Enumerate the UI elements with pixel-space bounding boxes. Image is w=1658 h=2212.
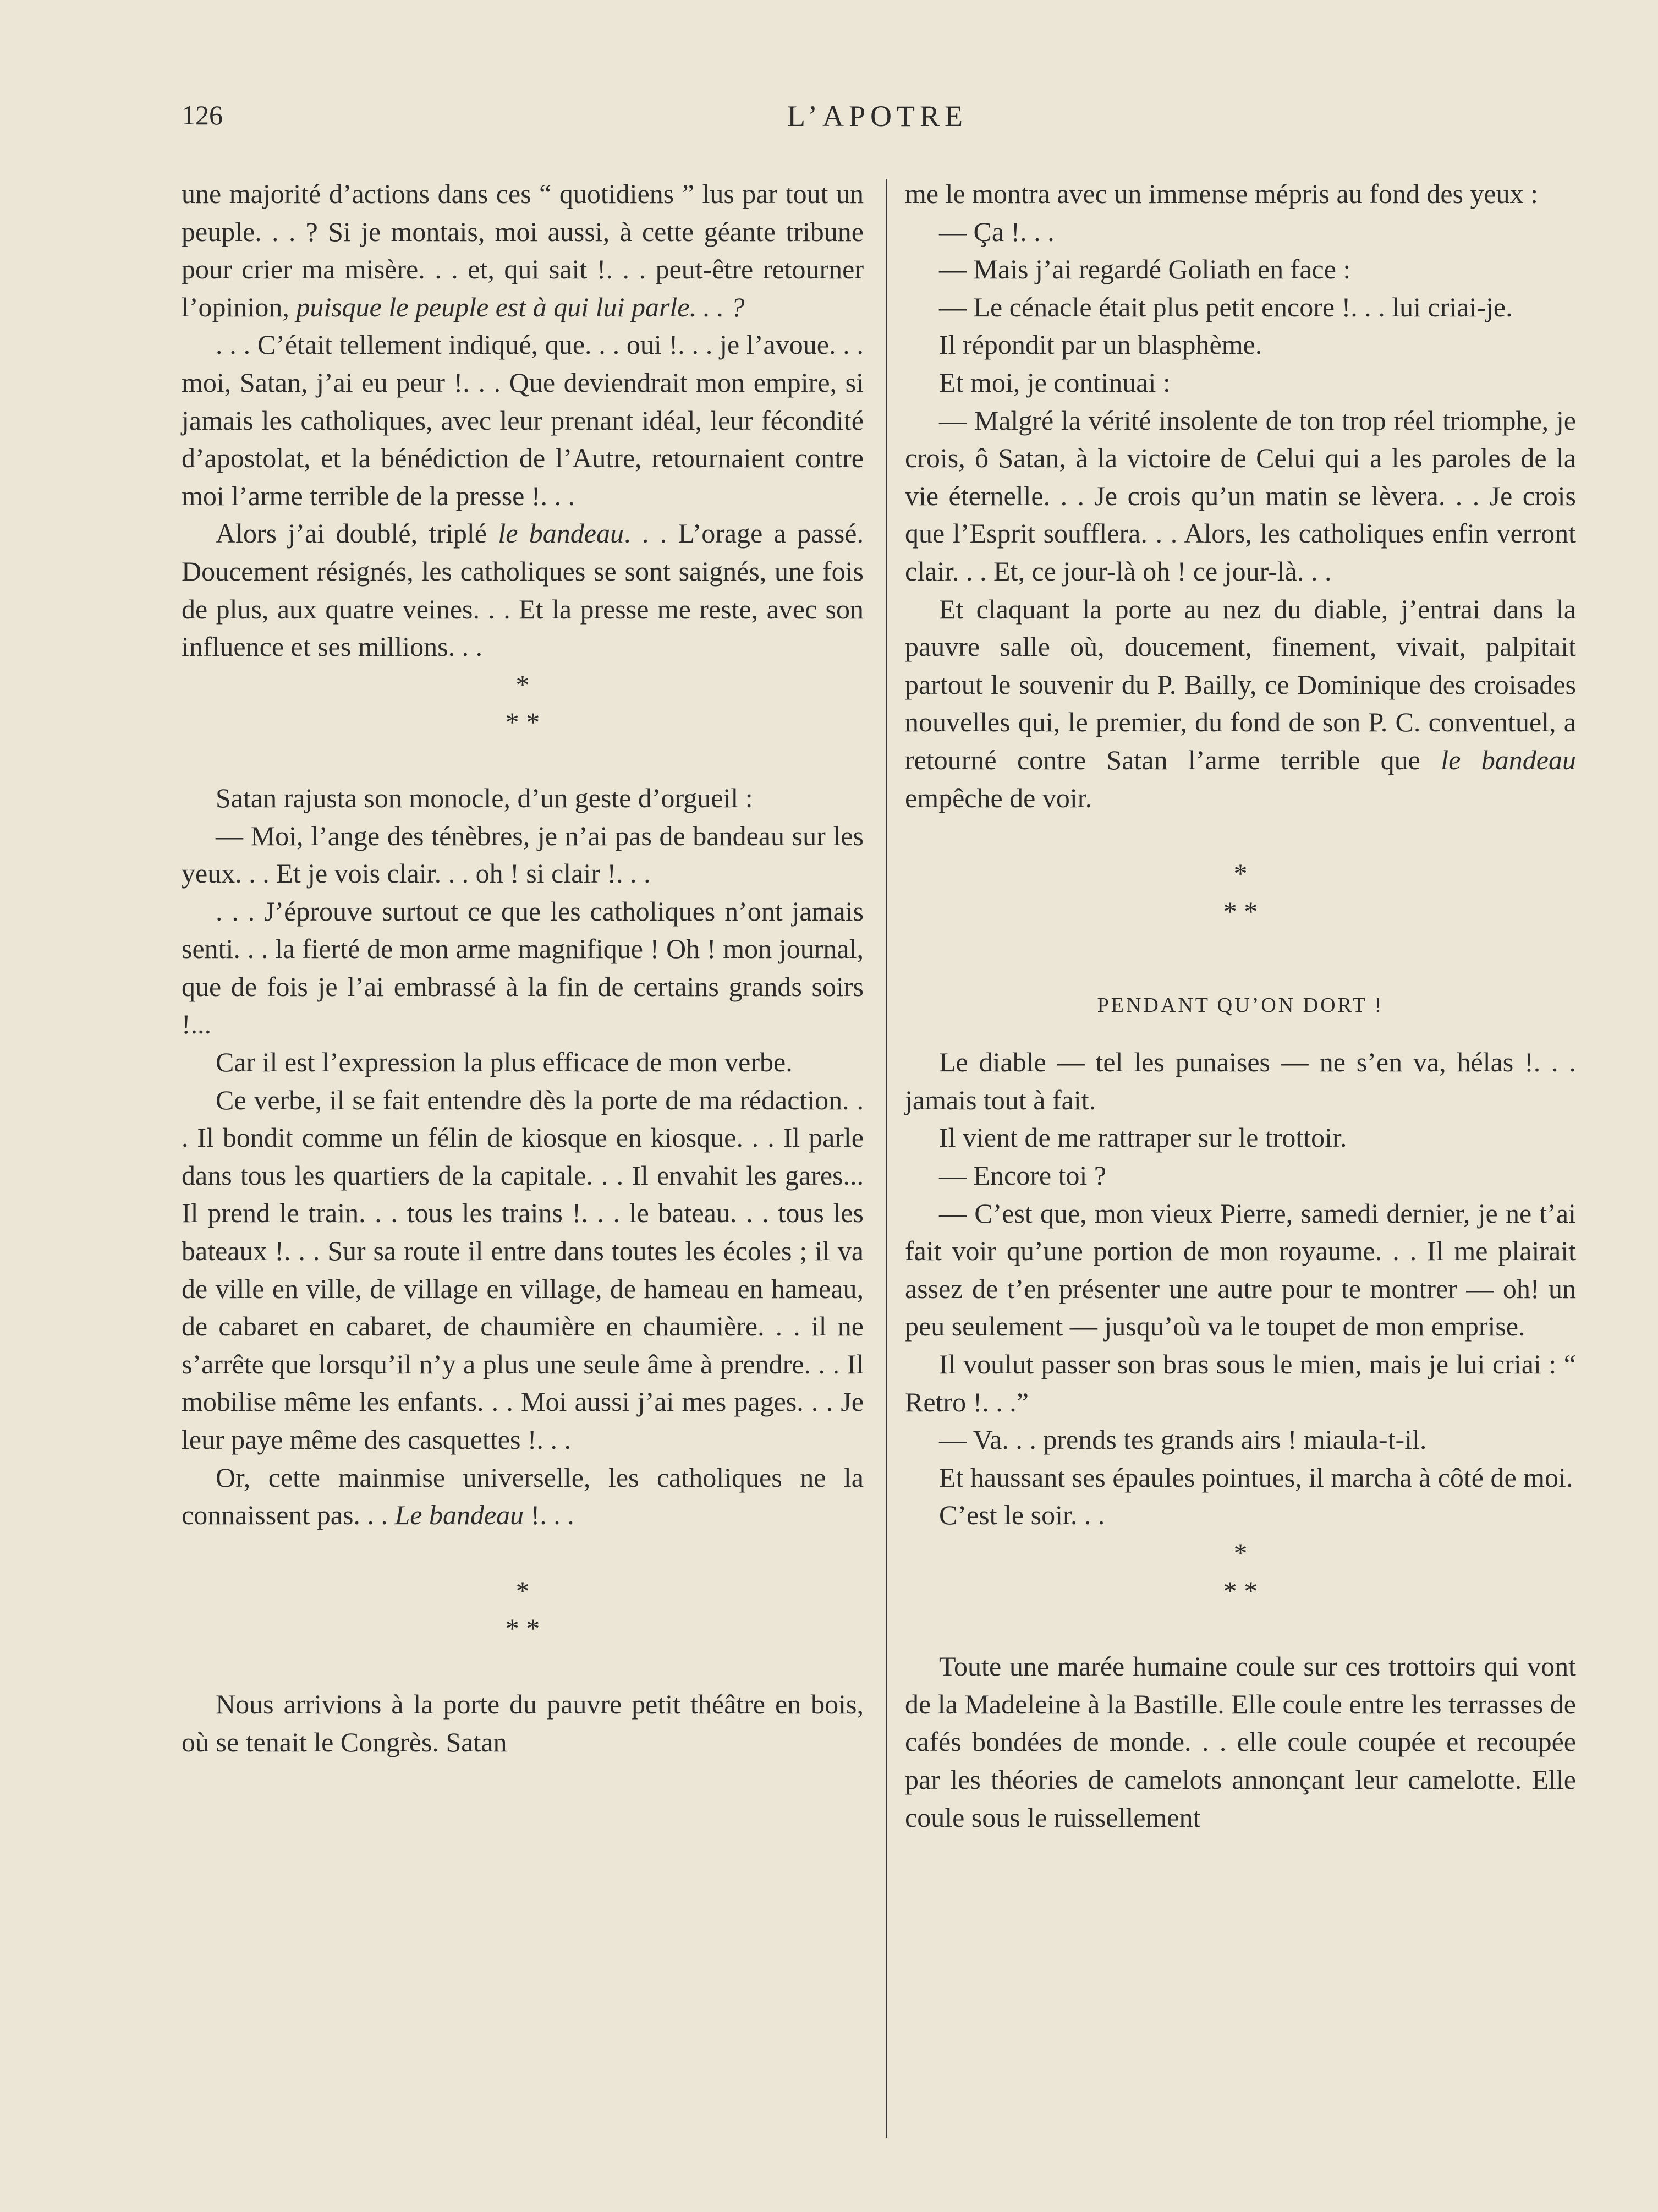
- paragraph-text: Or, cette mainmise universelle, les catholiques ne la connaissent pas. . .: [182, 1461, 864, 1531]
- italic-text: le bandeau: [498, 518, 624, 549]
- paragraph-text: Nous arrivions à la porte du pauvre petit théâtre en bois, où se tenait le Congrès. Satan: [182, 1688, 864, 1757]
- paragraph: [905, 1345, 1576, 1421]
- paragraph-text: — Encore toi ?: [939, 1160, 1107, 1191]
- right-column: [905, 175, 1576, 1836]
- paragraph: [182, 1459, 864, 1534]
- paragraph-text: C’est le soir. . .: [939, 1499, 1105, 1531]
- asterism-top: *: [1233, 1537, 1248, 1568]
- paragraph: [182, 779, 864, 817]
- italic-text: le bandeau: [1441, 744, 1577, 775]
- paragraph: [905, 1496, 1576, 1534]
- paragraph-text: Car il est l’expression la plus efficace de mon verbe.: [216, 1047, 793, 1078]
- column-divider: [886, 179, 887, 2138]
- paragraph: [905, 326, 1576, 364]
- paragraph-text: Il vient de me rattraper sur le trottoir.: [939, 1122, 1347, 1153]
- section-break: [182, 1572, 864, 1647]
- page-header: [182, 99, 1573, 149]
- paragraph: [182, 175, 864, 326]
- spacer: [905, 1609, 1576, 1647]
- asterism-top: *: [515, 669, 530, 700]
- paragraph: [905, 1157, 1576, 1195]
- paragraph: [182, 326, 864, 514]
- paragraph-text: une majorité d’actions dans ces “ quotidiens ” lus par tout un peuple. . . ? Si je montais, moi aussi, à cette géante tribune pour crier ma misère. . . et, qui sait !. . . peut-être retourner l’opinion,: [182, 178, 864, 322]
- paragraph-text: . . . L’orage a passé. Doucement résignés, les catholiques se sont saignés, une fois de plus, aux quatre veines. . . Et la presse me reste, avec son influence et ses millions. . .: [182, 518, 864, 662]
- paragraph-text: Il voulut passer son bras sous le mien, mais je lui criai : “ Retro !. . .”: [905, 1349, 1576, 1417]
- section-break: [905, 1534, 1576, 1609]
- paragraph: [182, 1043, 864, 1081]
- paragraph: [905, 364, 1576, 402]
- paragraph-text: Et moi, je continuai :: [939, 366, 1171, 398]
- paragraph-text: Toute une marée humaine coule sur ces trottoirs qui vont de la Madeleine à la Bastille. Elle coule entre les terrasses de cafés bondées de monde. . . elle coule coupée et recoupée par les théories de camelots annonçant leur camelotte. Elle coule sous le ruissellement: [905, 1651, 1576, 1833]
- paragraph-text: Alors j’ai doublé, triplé: [216, 518, 498, 549]
- paragraph-text: Et haussant ses épaules pointues, il marcha à côté de moi.: [939, 1461, 1573, 1493]
- page-number: 126: [182, 100, 223, 130]
- left-column: [182, 175, 864, 1761]
- paragraph: [905, 1195, 1576, 1345]
- paragraph-text: Il répondit par un blasphème.: [939, 329, 1262, 360]
- paragraph-text: — Mais j’ai regardé Goliath en face :: [939, 254, 1351, 285]
- paragraph: [905, 175, 1576, 213]
- paragraph-text: — Le cénacle était plus petit encore !. . . lui criai-je.: [939, 291, 1513, 322]
- paragraph-text: — C’est que, mon vieux Pierre, samedi dernier, je ne t’ai fait voir qu’une portion de mon royaume. . . Il me plairait assez de t’en présenter une autre pour te montrer — oh! un peu seulement — jusqu’où va le toupet de mon emprise.: [905, 1197, 1576, 1342]
- paragraph-text: — Ça !. . .: [939, 216, 1055, 247]
- paragraph: [905, 250, 1576, 288]
- asterism-bottom: * *: [505, 1613, 540, 1644]
- paragraph: [905, 1119, 1576, 1157]
- paragraph-text: !. . .: [524, 1499, 574, 1531]
- asterism-top: *: [1233, 858, 1248, 889]
- spacer: [905, 817, 1576, 855]
- spacer: [182, 741, 864, 779]
- paragraph-text: — Va. . . prends tes grands airs ! miaula-t-il.: [939, 1424, 1427, 1455]
- italic-text: Le bandeau: [394, 1499, 524, 1531]
- paragraph: [182, 817, 864, 893]
- paragraph: [905, 590, 1576, 817]
- section-heading: PENDANT QU’ON DORT !: [1097, 994, 1384, 1017]
- paragraph: [905, 213, 1576, 251]
- paragraph: [182, 1685, 864, 1761]
- section-break: [905, 855, 1576, 930]
- spacer: [182, 1534, 864, 1572]
- paragraph: [905, 402, 1576, 590]
- paragraph-text: Le diable — tel les punaises — ne s’en va, hélas !. . . jamais tout à fait.: [905, 1047, 1576, 1115]
- paragraph: [905, 1647, 1576, 1836]
- paragraph: [905, 1421, 1576, 1459]
- section-break: [182, 666, 864, 741]
- asterism-bottom: * *: [505, 707, 540, 738]
- paragraph: [182, 514, 864, 665]
- paragraph-text: — Malgré la vérité insolente de ton trop réel triomphe, je crois, ô Satan, à la victoire de Celui qui a les paroles de la vie éternelle. . . Je crois qu’un matin se lèvera. . . Je crois que l’Esprit soufflera. . . Alors, les catholiques enfin verront clair. . . Et, ce jour-là oh ! ce jour-là. . .: [905, 404, 1576, 587]
- paragraph-text: me le montra avec un immense mépris au fond des yeux :: [905, 178, 1539, 209]
- italic-text: puisque le peuple est à qui lui parle. . . ?: [296, 291, 745, 322]
- paragraph-text: . . . J’éprouve surtout ce que les catholiques n’ont jamais senti. . . la fierté de mon arme magnifique ! Oh ! mon journal, que de fois je l’ai embrassé à la fin de certains grands soirs !...: [182, 895, 864, 1040]
- paragraph-text: empêche de voir.: [905, 782, 1092, 813]
- paragraph: [182, 1081, 864, 1459]
- spacer: [182, 1647, 864, 1685]
- paragraph: [905, 1459, 1576, 1497]
- paragraph-text: . . . C’était tellement indiqué, que. . . oui !. . . je l’avoue. . . moi, Satan, j’ai eu peur !. . . Que deviendrait mon empire, si jamais les catholiques, avec leur prenant idéal, leur fécondité d’apostolat, et la bénédiction de l’Autre, retournaient contre moi l’arme terrible de la presse !. . .: [182, 329, 864, 511]
- paragraph-text: Satan rajusta son monocle, d’un geste d’orgueil :: [216, 782, 753, 813]
- asterism-bottom: * *: [1223, 1575, 1258, 1606]
- paragraph-text: Et claquant la porte au nez du diable, j’entrai dans la pauvre salle où, doucement, finement, vivait, palpitait partout le souvenir du P. Bailly, ce Dominique des croisades nouvelles qui, le premier, du fond de son P. C. conventuel, a retourné contre Satan l’arme terrible que: [905, 593, 1576, 775]
- paragraph-text: Ce verbe, il se fait entendre dès la porte de ma rédaction. . . Il bondit comme un félin de kiosque en kiosque. . . Il parle dans tous les quartiers de la capitale. . . Il envahit les gares... Il prend le train. . . tous les trains !. . . le bateau. . . tous les bateaux !. . . Sur sa route il entre dans toutes les écoles ; il va de ville en ville, de village en village, de hameau en hameau, de cabaret en cabaret, de chaumière en chaumière. . . il ne s’arrête que lorsqu’il n’y a plus une seule âme à prendre. . . Il mobilise même les enfants. . . Moi aussi j’ai mes pages. . . Je leur paye même des casquettes !. . .: [182, 1084, 864, 1455]
- paragraph: [905, 1043, 1576, 1119]
- paragraph-text: — Moi, l’ange des ténèbres, je n’ai pas de bandeau sur les yeux. . . Et je vois clair. . . oh ! si clair !. . .: [182, 820, 864, 889]
- running-title: L’APOTRE: [787, 100, 968, 133]
- paragraph: [182, 893, 864, 1043]
- spacer: [905, 930, 1576, 968]
- asterism-top: *: [515, 1575, 530, 1606]
- paragraph: [905, 288, 1576, 326]
- asterism-bottom: * *: [1223, 895, 1258, 927]
